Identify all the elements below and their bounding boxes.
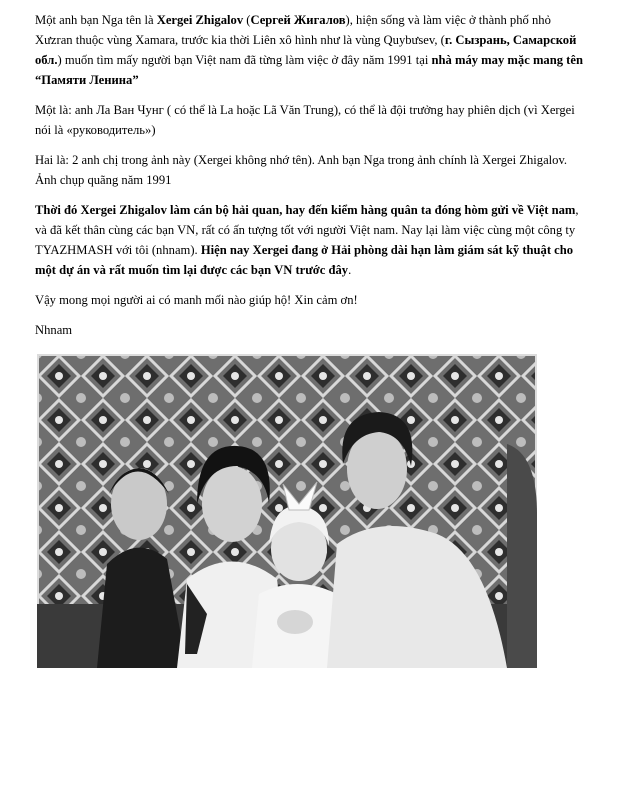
text-run: г. Сызрань, Самарской обл. [35,33,577,67]
text-run: Một anh bạn Nga tên là [35,13,157,27]
text-run: Vậy mong mọi người ai có manh mối nào giúp hộ! Xin cảm ơn! [35,293,358,307]
paragraph-signature [35,320,590,340]
text-run: ) muốn tìm mấy người bạn Việt nam đã từng làm việc ở đây năm 1991 tại [57,53,432,67]
text-run: Hiện nay Xergei đang ở Hải phòng dài hạn làm giám sát kỹ thuật cho một dự án và rất muốn tìm lại được các bạn VN trước đây [35,243,574,277]
text-run: Nhnam [35,323,73,337]
group-photo [37,354,537,668]
document-body [35,10,590,350]
text-run: Xergei Zhigalov [156,13,244,27]
text-run: Hai là: 2 anh chị trong ảnh này (Xergei không nhớ tên). Anh bạn Nga trong ảnh chính là Xergei Zhigalov. Ảnh chụp quãng năm 1991 [35,153,568,187]
paragraph-request [35,290,590,310]
text-run: Сергей Жигалов [250,13,346,27]
text-run: , và đã kết thân cùng các bạn VN, rất có ấn tượng tốt với người Việt nam. Nay lại làm việc cùng một công ty TYAZHMASH với tôi (nhnam). [35,203,579,257]
text-run: ( [243,13,251,27]
text-run: nhà máy may mặc mang tên “Памяти Ленина” [35,53,583,87]
text-run: Một là: anh Ла Ван Чунг ( có thể là La hoặc Lã Văn Trung), có thể là đội trưởng hay phiên dịch (vì Xergei nói là «руководитель») [35,103,575,137]
paragraph-background [35,200,590,280]
group-photo-illustration [37,354,537,668]
paragraph-person-two [35,150,590,190]
text-run: . [348,263,352,277]
text-run: Thời đó Xergei Zhigalov làm cán bộ hải quan, hay đến kiểm hàng quân ta đóng hòm gửi về Việt nam [35,203,576,217]
paragraph-person-one [35,100,590,140]
text-run: ), hiện sống và làm việc ở thành phố nhỏ Xưzran thuộc vùng Xamara, trước kia thời Liên xô hình như là vùng Quybưsev, ( [35,13,551,47]
paragraph-intro [35,10,590,90]
